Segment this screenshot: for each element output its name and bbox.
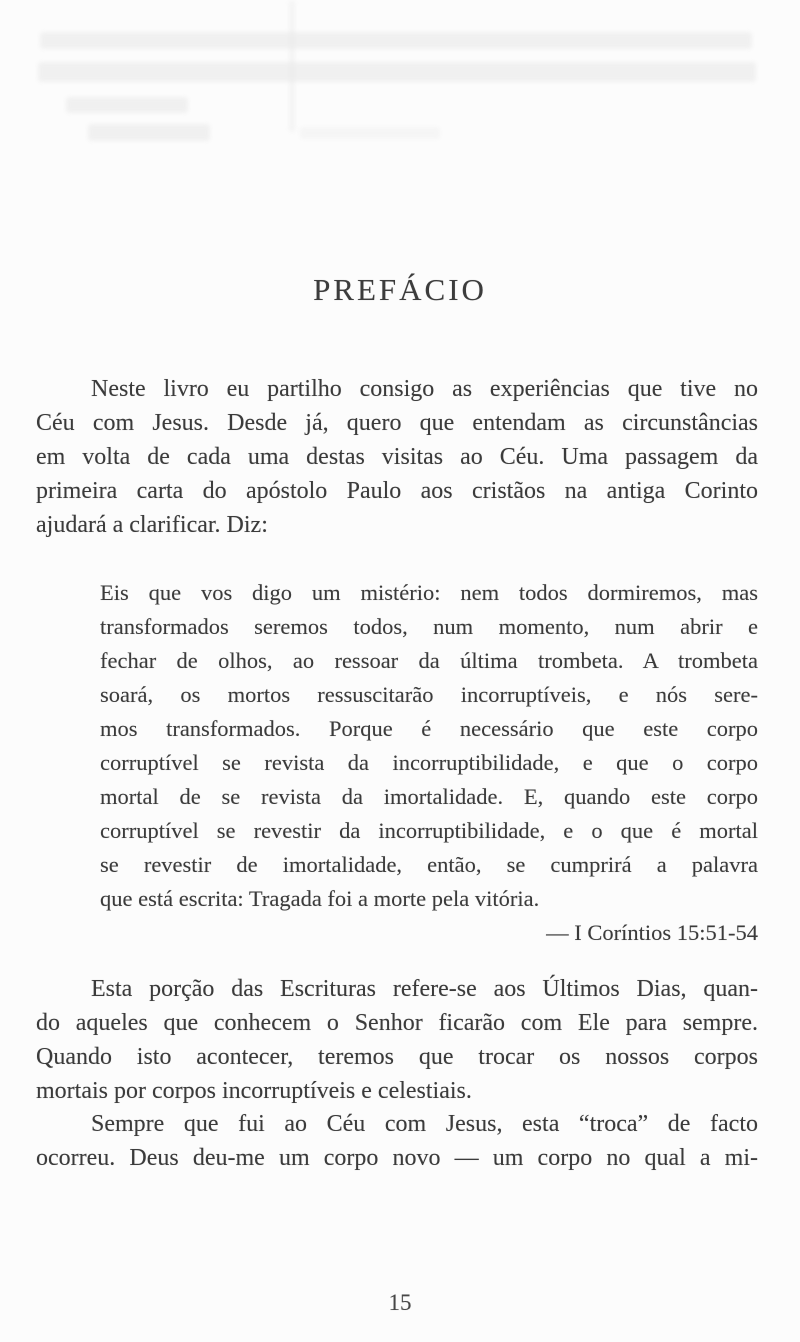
quote-line: soará, os mortos ressuscitarão incorruptíveis, e nós sere- [100, 682, 758, 707]
quote-line: fechar de olhos, ao ressoar da última trombeta. A trombeta [100, 648, 758, 673]
quote-line: transformados seremos todos, num momento, num abrir e [100, 614, 758, 639]
paragraph-line: Sempre que fui ao Céu com Jesus, esta “troca” de facto [91, 1111, 758, 1137]
quote-attribution: — I Coríntios 15:51-54 [546, 920, 758, 945]
paragraph-line: ocorreu. Deus deu-me um corpo novo — um corpo no qual a mi- [36, 1145, 758, 1171]
paragraph-line: em volta de cada uma destas visitas ao Céu. Uma passagem da [36, 444, 758, 470]
quote-line: mos transformados. Porque é necessário que este corpo [100, 716, 758, 741]
quote-line: corruptível se revista da incorruptibilidade, e que o corpo [100, 750, 758, 775]
quote-line: se revestir de imortalidade, então, se cumprirá a palavra [100, 852, 758, 877]
paragraph-line: do aqueles que conhecem o Senhor ficarão com Ele para sempre. [36, 1010, 758, 1036]
ghost-bleedthrough-row [40, 32, 752, 49]
opening-paragraph [36, 372, 758, 542]
quote-line: que está escrita: Tragada foi a morte pela vitória. [100, 886, 540, 911]
paragraph-line: Neste livro eu partilho consigo as experiências que tive no [91, 376, 758, 402]
scripture-quote [100, 576, 758, 950]
ghost-bleedthrough-row [300, 127, 440, 139]
ghost-bleedthrough-row [66, 97, 188, 113]
paragraph-line: primeira carta do apóstolo Paulo aos cristãos na antiga Corinto [36, 478, 758, 504]
page-number: 15 [388, 1290, 412, 1315]
ghost-bleedthrough-row [38, 62, 756, 82]
paragraph-line: Quando isto acontecer, teremos que trocar os nossos corpos [36, 1044, 758, 1070]
body-paragraph [36, 1107, 758, 1175]
paragraph-line: mortais por corpos incorruptíveis e celestiais. [36, 1078, 472, 1104]
paragraph-line: Céu com Jesus. Desde já, quero que entendam as circunstâncias [36, 410, 758, 436]
quote-line: Eis que vos digo um mistério: nem todos dormiremos, mas [100, 580, 758, 605]
ghost-bleedthrough-row [88, 124, 210, 141]
paragraph-line: Esta porção das Escrituras refere-se aos Últimos Dias, quan- [91, 976, 758, 1002]
preface-title: PREFÁCIO [313, 272, 487, 307]
quote-line: mortal de se revista da imortalidade. E, quando este corpo [100, 784, 758, 809]
quote-line: corruptível se revestir da incorruptibilidade, e o que é mortal [100, 818, 758, 843]
body-paragraph [36, 972, 758, 1108]
paragraph-line: ajudará a clarificar. Diz: [36, 512, 268, 538]
